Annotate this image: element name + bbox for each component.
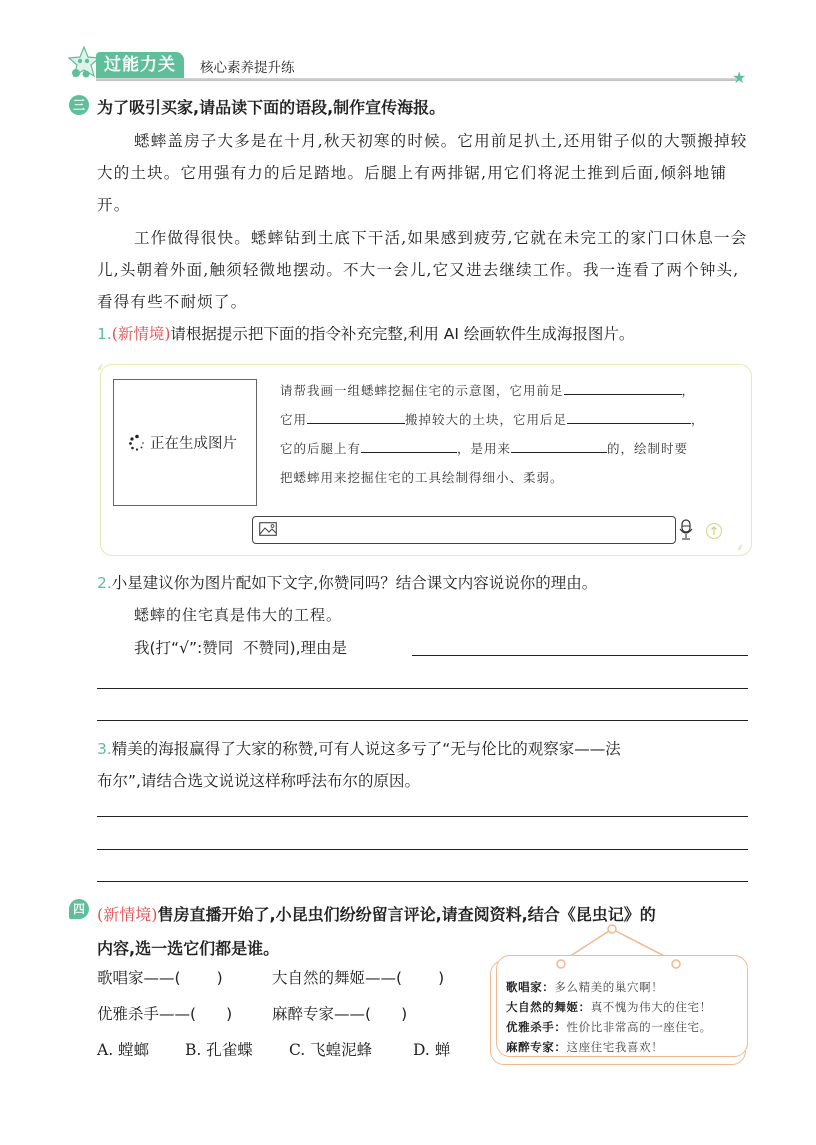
- prompt-line: 的，绘制时要: [607, 441, 689, 456]
- microphone-icon[interactable]: [678, 519, 694, 541]
- title-line: 售房直播开始了,小昆虫们纷纷留言评论,请查阅资料,结合《昆虫记》的: [157, 905, 656, 924]
- question-3: [97, 733, 757, 797]
- match-item: [272, 966, 444, 988]
- question-number: 1.: [97, 325, 112, 343]
- answer-prompt: 我(打“√”:赞同 不赞同),理由是: [134, 639, 348, 657]
- prompt-line: 它用: [280, 412, 308, 427]
- match-item: [97, 1002, 232, 1024]
- image-preview-frame: [113, 379, 257, 506]
- star-icon: ★: [732, 68, 747, 87]
- fill-blank[interactable]: [361, 436, 457, 453]
- option: C. 飞蝗泥蜂: [289, 1041, 373, 1059]
- question-number: 2.: [97, 574, 112, 592]
- header-subtitle: 核心素养提升练: [200, 60, 295, 76]
- match-label: 歌唱家——(: [97, 969, 181, 987]
- hanging-pins-icon: [550, 958, 690, 978]
- prompt-line: 请帮我画一组蟋蟀挖掘住宅的示意图，它用前足: [280, 383, 564, 398]
- prompt-line: ，: [681, 383, 696, 398]
- answer-line[interactable]: [97, 849, 748, 850]
- question-number: 3.: [97, 740, 112, 758]
- prompt-line: ，是用来: [457, 441, 512, 456]
- comment: 歌唱家：多么精美的巢穴啊！: [506, 980, 664, 994]
- paren-close: ): [216, 969, 223, 987]
- option: A. 螳螂: [97, 1041, 150, 1059]
- new-context-tag: (新情境): [111, 325, 171, 343]
- answer-line[interactable]: [97, 881, 748, 882]
- prompt-line: ，: [691, 412, 705, 427]
- question-text: 精美的海报赢得了大家的称赞,可有人说这多亏了“无与伦比的观察家——法: [111, 740, 621, 758]
- prompt-line: 把蟋蟀用来挖掘住宅的工具绘制得细小、柔弱。: [280, 470, 564, 485]
- match-label: 大自然的舞姬——(: [272, 969, 403, 987]
- section-three-title: 为了吸引买家,请品读下面的语段,制作宣传海报。: [97, 98, 446, 117]
- fill-blank[interactable]: [307, 407, 405, 424]
- passage-paragraph-1: 蟋蟀盖房子大多是在十月,秋天初寒的时候。它用前足扒土,还用钳子似的大颚搬掉较大的土块。它用强有力的后足踏地。后腿上有两排锯,用它们将泥土推到后面,倾斜地铺开。: [97, 132, 748, 214]
- fill-blank[interactable]: [564, 378, 682, 395]
- comment: 大自然的舞姬：真不愧为伟大的住宅！: [506, 1000, 712, 1014]
- passage-paragraph-2: 工作做得很快。蟋蟀钻到土底下干活,如果感到疲劳,它就在未完工的家门口休息一会儿,头朝着外面,触须轻微地摆动。不大一会儿,它又进去继续工作。我一连看了两个钟头,看得有些不耐烦了。: [97, 229, 748, 311]
- question-text: 布尔”,请结合选文说说这样称呼法布尔的原因。: [97, 772, 420, 790]
- prompt-line: 它的后腿上有: [280, 441, 362, 456]
- paren-close: ): [438, 969, 445, 987]
- loading-spinner-icon: [128, 434, 146, 452]
- question-1: [97, 322, 634, 344]
- leaf-decoration-icon: ⸙: [96, 361, 105, 374]
- caption-quote: 蟋蟀的住宅真是伟大的工程。: [134, 606, 343, 624]
- section-four-icon: 四: [69, 899, 89, 919]
- answer-line[interactable]: [97, 816, 748, 817]
- generating-status: 正在生成图片: [150, 436, 237, 452]
- question-2: [97, 571, 597, 593]
- options-row: [97, 1038, 450, 1060]
- fill-blank[interactable]: [511, 436, 607, 453]
- match-item: [272, 1002, 407, 1024]
- send-arrow-icon[interactable]: [705, 522, 723, 540]
- option: D. 蝉: [413, 1041, 451, 1059]
- answer-line[interactable]: [97, 720, 748, 721]
- section-three-icon: 三: [69, 95, 89, 115]
- match-item: [97, 966, 223, 988]
- title-line: 内容,选一选它们都是谁。: [97, 939, 280, 958]
- prompt-input[interactable]: [252, 516, 676, 544]
- paren-close: ): [226, 1005, 233, 1023]
- leaf-decoration-icon: ⸙: [736, 541, 745, 554]
- prompt-line: 搬掉较大的土块，它用后足: [405, 412, 568, 427]
- match-label: 麻醉专家——(: [272, 1005, 372, 1023]
- fill-blank[interactable]: [567, 407, 691, 424]
- prompt-text: [280, 376, 745, 492]
- option: B. 孔雀蝶: [185, 1041, 253, 1059]
- answer-line[interactable]: [97, 688, 748, 689]
- new-context-tag: (新情境): [97, 905, 158, 924]
- image-upload-icon[interactable]: [259, 522, 277, 536]
- answer-line[interactable]: [412, 655, 748, 656]
- comment: 麻醉专家：这座住宅我喜欢！: [506, 1040, 664, 1054]
- question-text: 请根据提示把下面的指令补充完整,利用 AI 绘画软件生成海报图片。: [170, 325, 635, 343]
- header-badge: 过能力关: [96, 52, 184, 78]
- question-text: 小星建议你为图片配如下文字,你赞同吗？结合课文内容说说你的理由。: [111, 574, 598, 592]
- match-label: 优雅杀手——(: [97, 1005, 197, 1023]
- header-rule: [96, 78, 736, 81]
- paren-close: ): [401, 1005, 408, 1023]
- comment: 优雅杀手：性价比非常高的一座住宅。: [506, 1020, 712, 1034]
